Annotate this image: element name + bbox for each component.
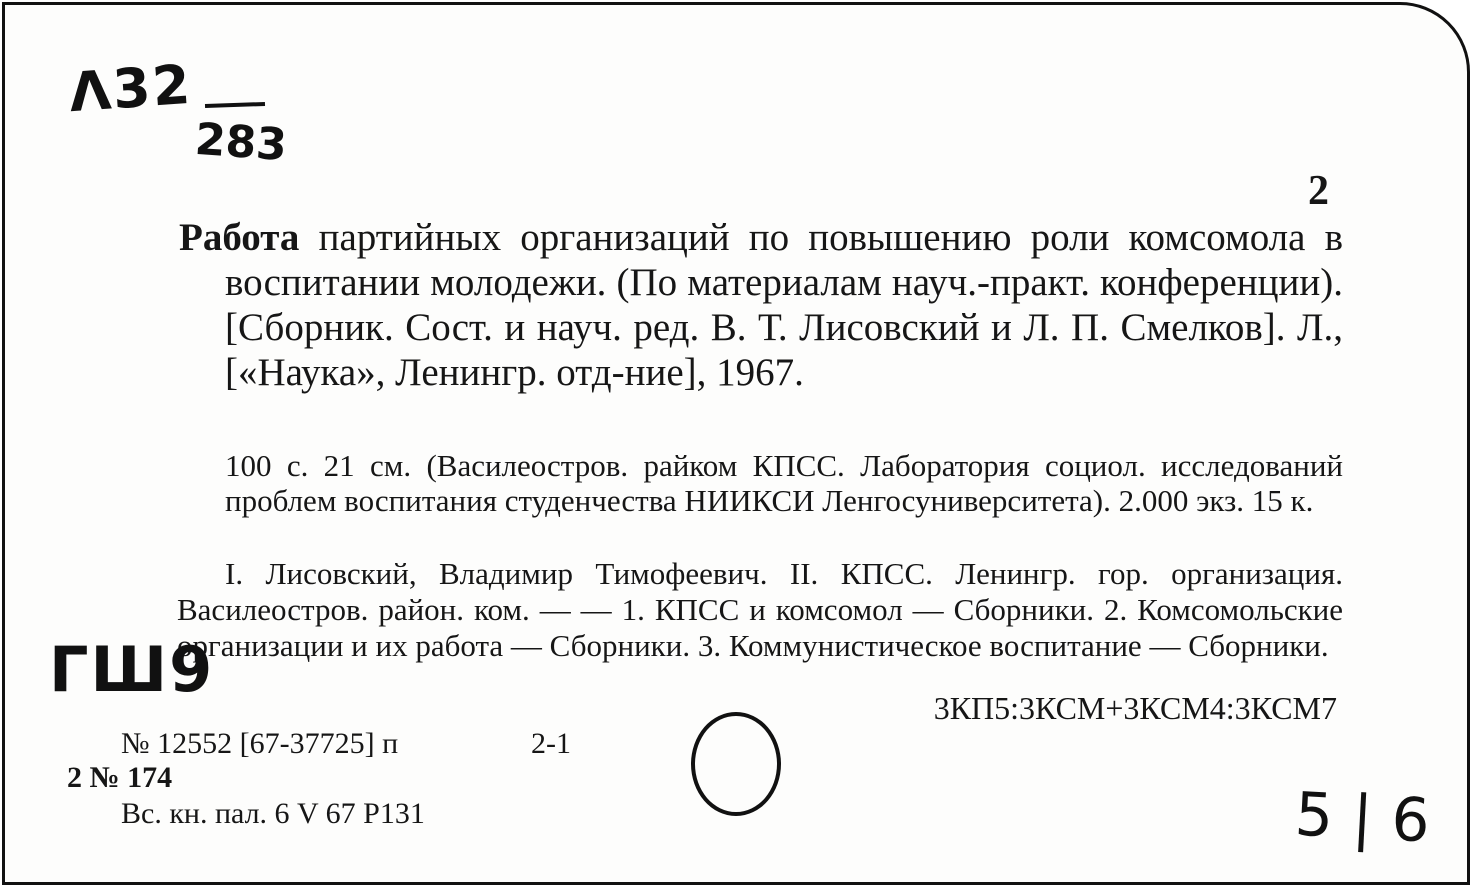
subject-headings: I. Лисовский, Владимир Тимофеевич. II. КПСС. Ленингр. гор. организация. Василеостров. район. ком. — — 1. КПСС и комсомол — Сборники. 2. Комсомольские организации и их работа — Сборники. 3. Коммунистическое воспитание — Сборники. — [177, 556, 1343, 663]
catalog-card — [2, 2, 1470, 885]
chamber-signature: Вс. кн. пал. 6 V 67 Р131 — [121, 797, 425, 830]
card-number: 2 — [1308, 168, 1329, 214]
order-number: № 12552 [67-37725] п — [121, 727, 399, 760]
title-text: партийных организаций по повышению роли комсомола в воспитании молодежи. (По материалам науч.-практ. конференции). [Сборник. Сост. и науч. ред. В. Т. Лисовский и Л. П. Смелков]. Л., [«Наука», Ленингр. отд-ние], 1967. — [225, 216, 1343, 394]
handwritten-left-mark: ГШ9 — [49, 633, 215, 706]
classification-index: 3КП5:3КСМ+3КСМ4:3КСМ7 — [933, 690, 1337, 726]
physical-description: 100 с. 21 см. (Василеостров. райком КПСС. Лаборатория социол. исследований проблем воспитания студенчества НИИКСИ Ленгосуниверситета). 2.000 экз. 15 к. — [225, 448, 1343, 518]
handwritten-shelf-mark: Λ32 — [66, 52, 195, 125]
title-entry — [179, 215, 1343, 395]
title-first-word: Работа — [179, 216, 300, 259]
handwritten-shelf-number: 283 — [193, 113, 289, 172]
order-page: 2-1 — [531, 727, 571, 760]
punch-hole — [691, 712, 781, 816]
card-serial-number: 2 № 174 — [67, 761, 173, 794]
handwritten-right-mark: 5 | 6 — [1293, 779, 1432, 857]
handwritten-fraction-bar — [205, 102, 265, 108]
